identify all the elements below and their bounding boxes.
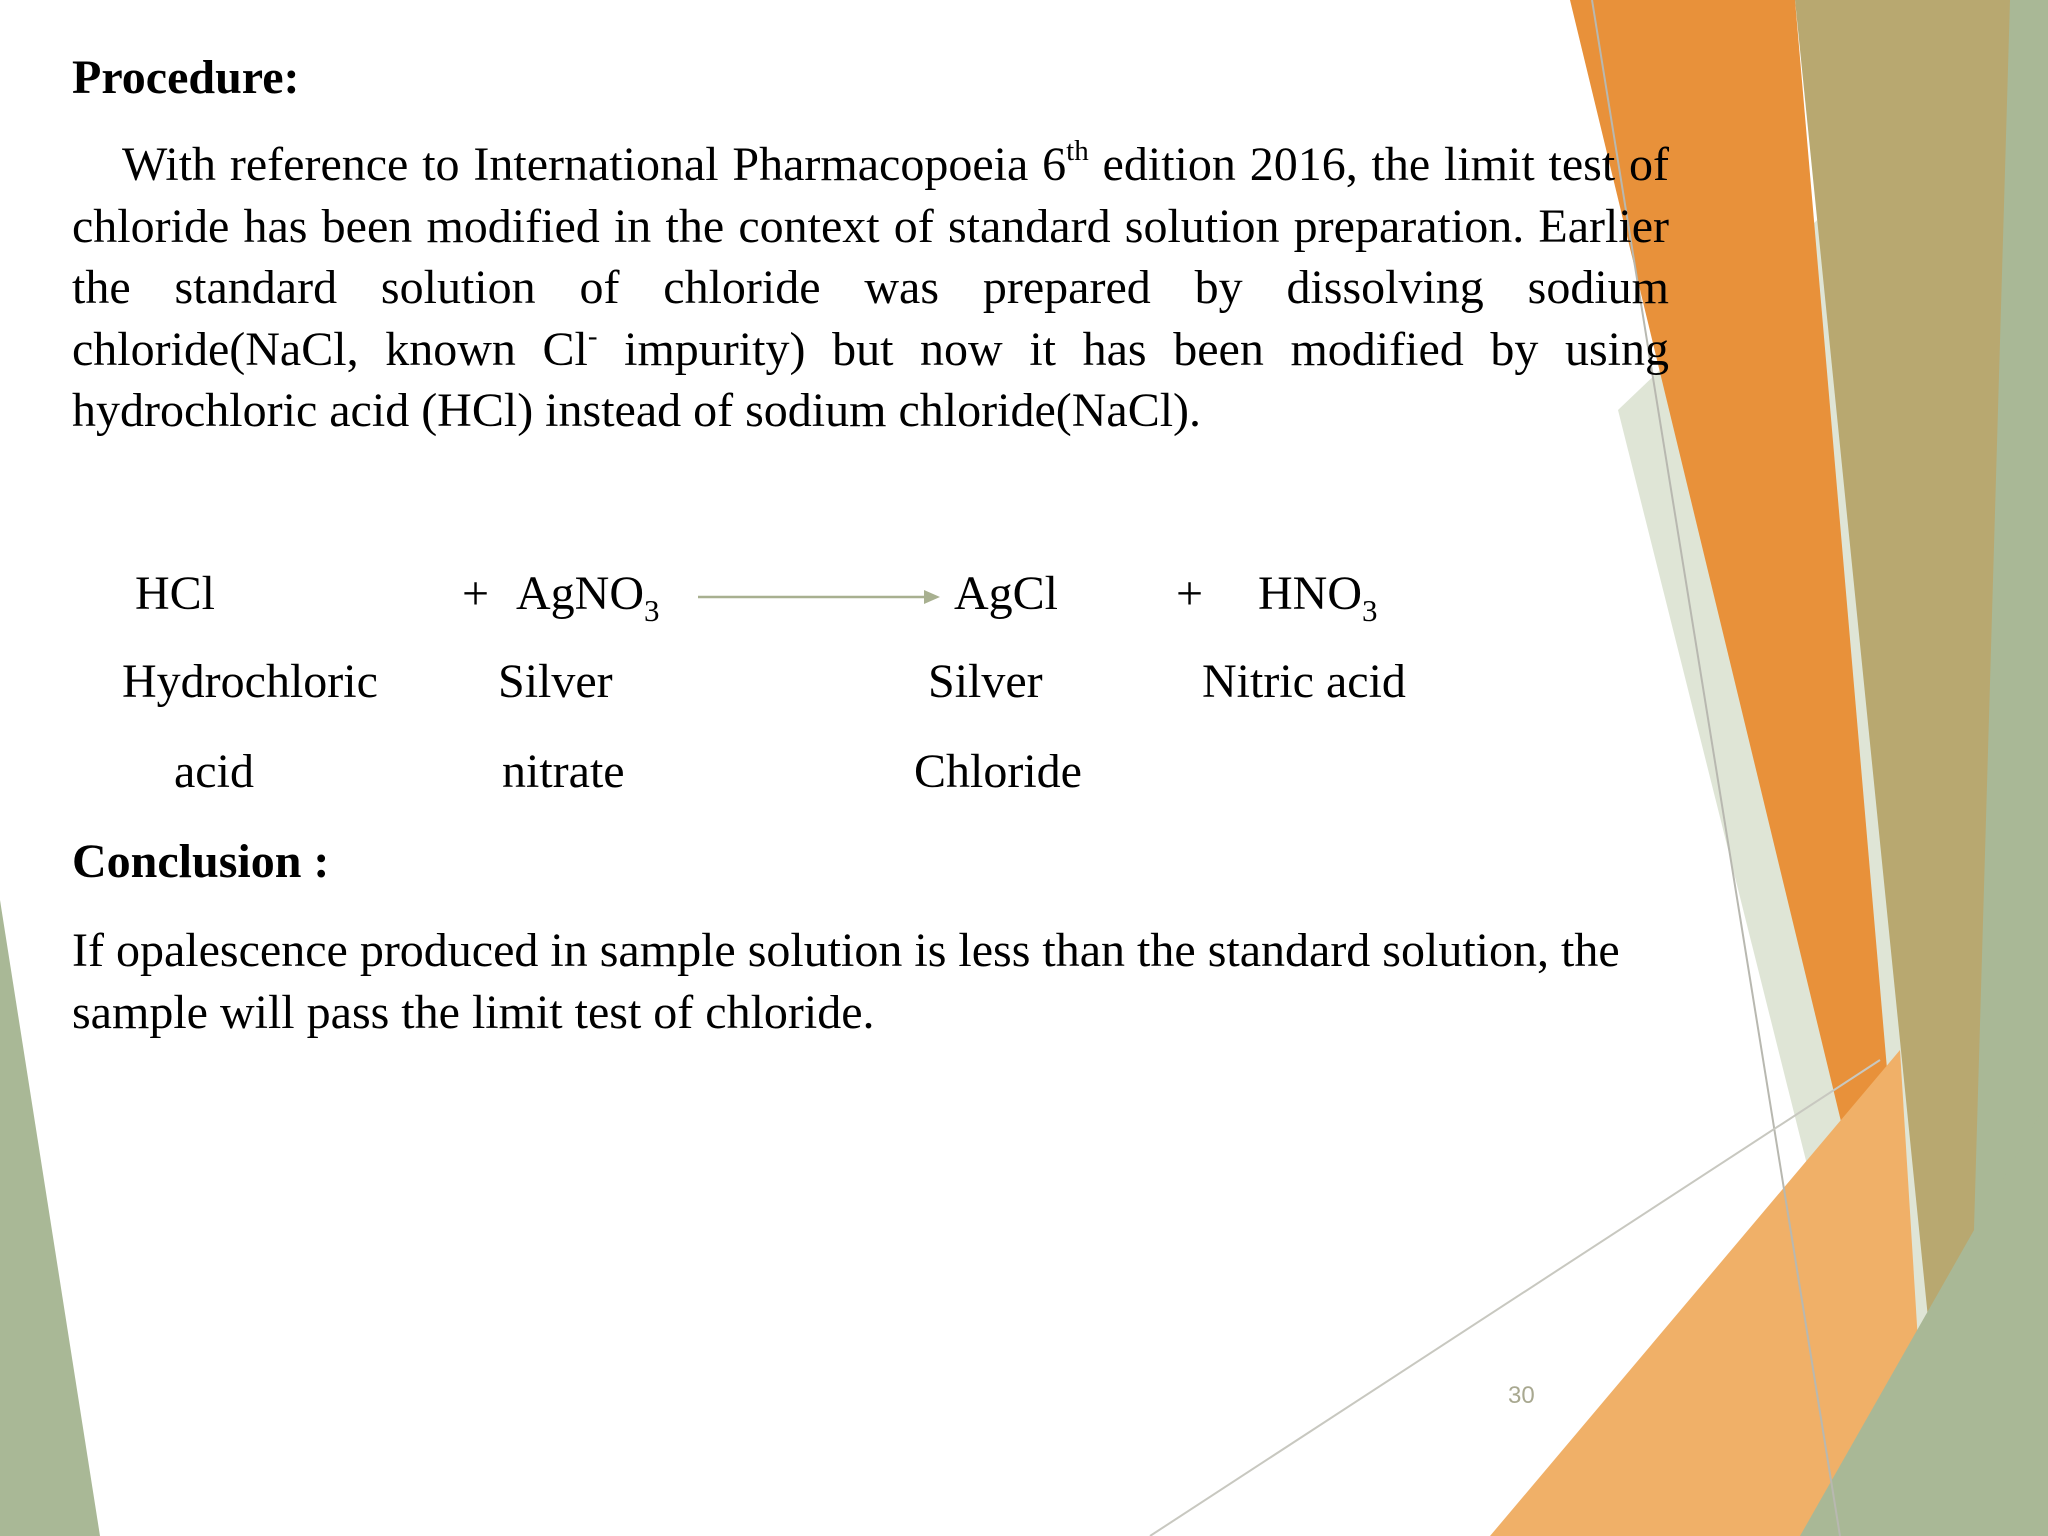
slide-number: 30 — [1508, 1382, 1535, 1409]
chloride-ion-charge: - — [587, 319, 598, 352]
conclusion-paragraph: If opalescence produced in sample solution is less than the standard solution, the sample will pass the limit test of chloride. — [72, 924, 1620, 1039]
formula-agno3: AgNO$_3$ — [516, 567, 660, 628]
procedure-text-part-3: impurity) but now it has been modified by using hydrochloric acid (HCl) instead of sodium chloride(NaCl). — [72, 322, 1670, 437]
reaction-arrow — [698, 587, 940, 607]
formula-agcl: AgCl — [954, 567, 1059, 620]
formula-hcl: HCl — [135, 567, 216, 620]
procedure-text-part-2: edition 2016, the limit test of chloride has been modified in the context of standard solution preparation. Earlier the standard solution of chloride was prepared by dissolving sodium chloride(NaCl, known Cl — [72, 138, 1670, 376]
edition-superscript: th — [1066, 135, 1089, 167]
name-chloride: Chloride — [914, 745, 1082, 798]
name-acid: acid — [174, 745, 254, 798]
conclusion-heading: Conclusion : — [72, 835, 330, 888]
name-nitric-acid: Nitric acid — [1202, 655, 1406, 708]
formula-hno3: $HNO_3$ — [1258, 567, 1378, 628]
name-hydrochloric: Hydrochloric — [122, 655, 378, 708]
procedure-text-part-1: With reference to International Pharmacopoeia 6 — [122, 138, 1067, 191]
name-silver-1: Silver — [498, 655, 613, 708]
plus-sign-1: + — [462, 567, 490, 620]
name-silver-2: Silver — [928, 655, 1043, 708]
procedure-heading: Procedure: — [72, 51, 300, 104]
name-nitrate: nitrate — [502, 745, 625, 798]
procedure-paragraph — [72, 134, 1669, 442]
plus-sign-2: + — [1176, 567, 1204, 620]
